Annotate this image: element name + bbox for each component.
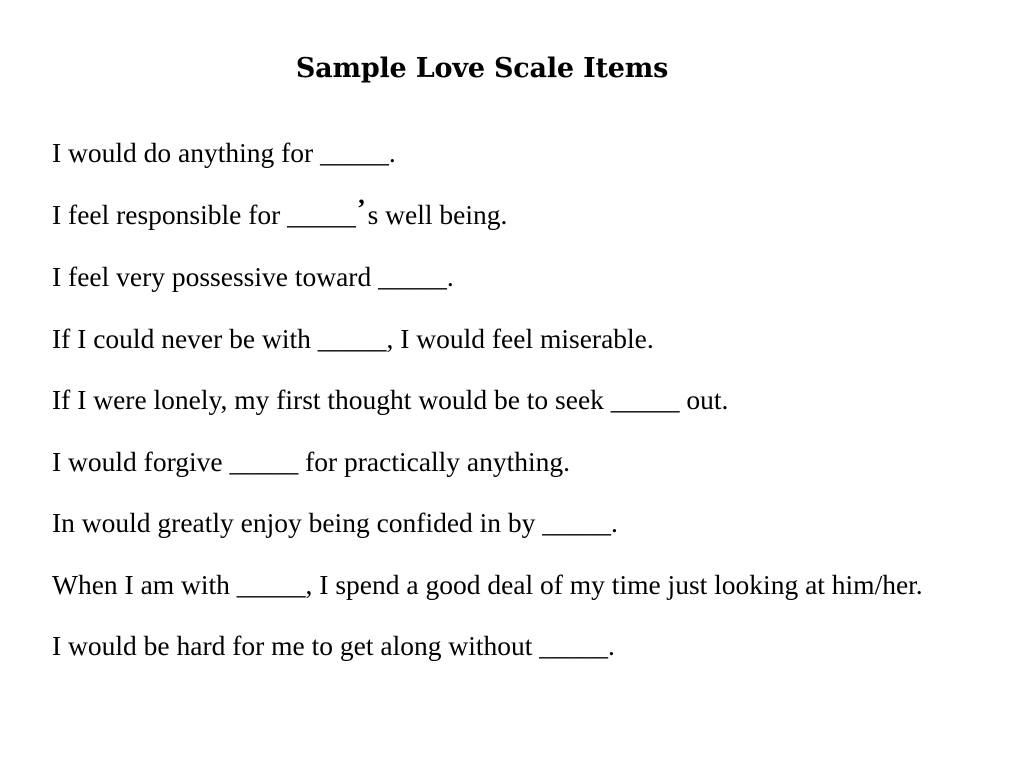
love-scale-item	[52, 195, 932, 236]
love-scale-item: I would forgive _____ for practically anything.	[52, 445, 571, 477]
love-scale-item-list	[52, 133, 932, 687]
apostrophe-mark: ’	[356, 193, 366, 223]
love-scale-item: In would greatly enjoy being confided in by _____.	[52, 507, 618, 538]
love-scale-item: I would be hard for me to get along without _____.	[52, 629, 615, 661]
love-scale-item: I would do anything for _____.	[52, 137, 396, 168]
love-scale-item: If I were lonely, my first thought would be to seek _____ out.	[52, 384, 729, 415]
love-scale-item: If I could never be with _____, I would feel miserable.	[52, 322, 654, 354]
love-scale-item: I feel very possessive toward _____.	[52, 261, 454, 292]
slide-title: Sample Love Scale Items	[295, 53, 669, 84]
love-scale-item: When I am with _____, I spend a good deal of my time just looking at him/her.	[52, 568, 923, 600]
item-text-end: s well being.	[367, 198, 508, 230]
item-text-start: I feel responsible for _____	[52, 198, 356, 230]
